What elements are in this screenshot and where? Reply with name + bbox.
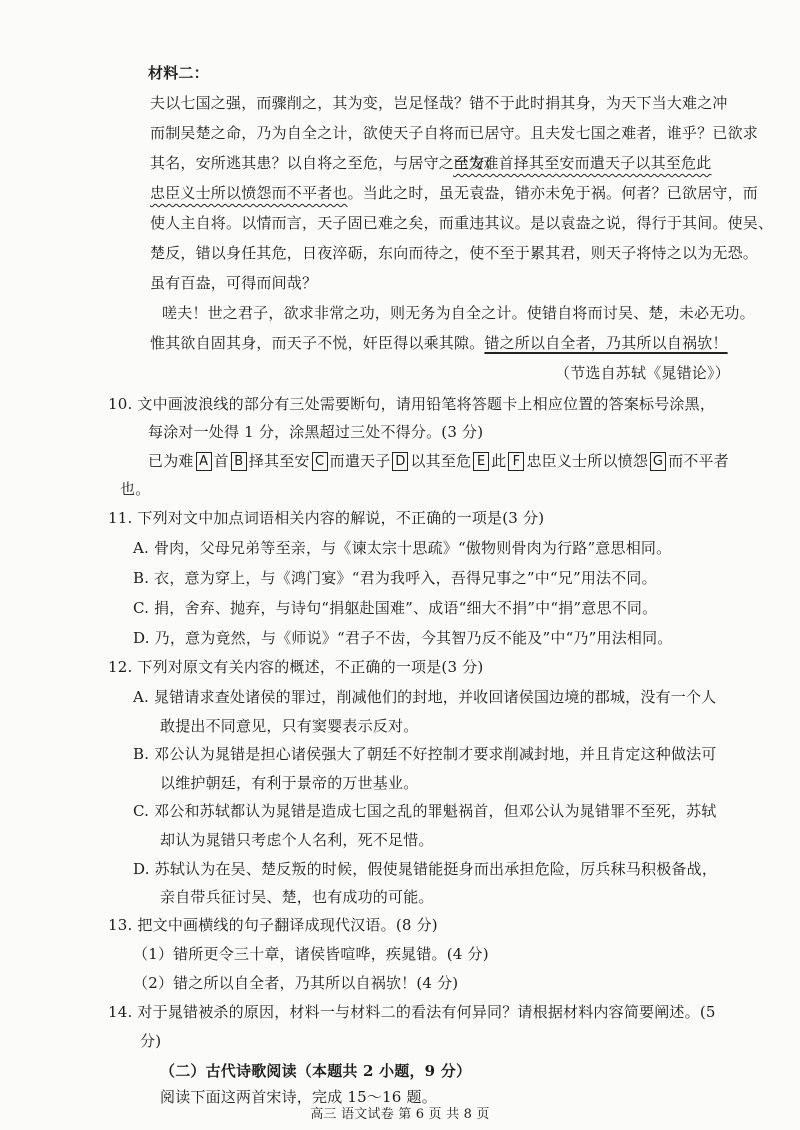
material-line-2: 而制吴楚之命，乃为自全之计，欲使天子自将而已居守。且夫发七国之难者，谁乎？已欲求 [150,124,759,142]
q12-option-c-line-1[interactable]: C. 邓公和苏轼都认为晁错是造成七国之乱的罪魁祸首，但邓公认为晁错罪不至死，苏轼 [133,802,717,820]
q10-seg-1: 首 [213,452,229,470]
q10-punctuation-line [148,450,729,472]
q10-seg-5: 此 [491,452,507,470]
material-source: （节选自苏轼《晁错论》） [555,364,730,382]
wavy-part-1: 已为难首择其至安而遣天子以其至危此 [453,154,712,172]
q14-stem-line-2: 分) [140,1032,162,1050]
section-title: （二）古代诗歌阅读（本题共 2 小题，9 分） [160,1062,472,1080]
q10-seg-0: 已为难 [148,452,194,470]
q12-option-a-line-1[interactable]: A. 晁错请求查处诸侯的罪过，削减他们的封地，并收回诸侯国边境的郡城，没有一个人 [133,688,717,706]
material-heading: 材料二： [148,64,209,82]
q12-stem: 12. 下列对原文有关内容的概述，不正确的一项是(3 分) [108,658,484,676]
q13-stem: 13. 把文中画横线的句子翻译成现代汉语。(8 分) [108,916,438,934]
q13-item-2: （2）错之所以自全者，乃其所以自祸欤！(4 分) [133,974,459,992]
answer-box-a[interactable]: A [196,452,212,471]
wavy-part-2: 忠臣义士所以愤怨而不平者也 [150,184,348,202]
answer-box-d[interactable]: D [392,452,408,471]
section-instruction: 阅读下面这两首宋诗，完成 15～16 题。 [160,1088,437,1106]
q10-seg-6: 忠臣义士所以愤怨 [526,452,649,470]
answer-box-f[interactable]: F [508,452,524,471]
q10-seg-4: 以其至危 [410,452,472,470]
material-line-4 [150,182,758,204]
q12-option-d-line-1[interactable]: D. 苏轼认为在吴、楚反叛的时候，假使晁错能挺身而出承担危险，厉兵秣马积极备战， [133,860,718,878]
material-line-6: 楚反，错以身任其危，日夜淬砺，东向而待之，使不至于累其君，则天子将恃之以为无恐。 [150,244,759,262]
q11-option-c[interactable]: C. 捐，舍弃、抛弃，与诗句“捐躯赴国难”、成语“细大不捐”中“捐”意思不同。 [133,599,658,617]
q10-stem-line-2: 每涂对一处得 1 分，涂黑超过三处不得分。(3 分) [148,423,484,441]
q12-option-d-line-2[interactable]: 亲自带兵征讨吴、楚，也有成功的可能。 [160,888,434,906]
material-line-7: 虽有百盎，可得而间哉？ [150,274,318,292]
page-footer: 高三 语文试卷 第 6 页 共 8 页 [310,1107,490,1122]
underlined-translation-sentence: 错之所以自全者，乃其所以自祸欤！ [484,334,728,352]
wavy-underlined-text-1 [453,152,711,174]
q10-end: 也。 [120,480,151,498]
answer-box-b[interactable]: B [231,452,247,471]
answer-box-g[interactable]: G [650,452,666,471]
q12-option-b-line-2[interactable]: 以维护朝廷，有利于景帝的万世基业。 [160,774,419,792]
q12-option-a-line-2[interactable]: 敢提出不同意见，只有窦婴表示反对。 [160,717,419,735]
q12-option-c-line-2[interactable]: 却认为晁错只考虑个人名利，死不足惜。 [160,831,434,849]
q13-item-1: （1）错所更令三十章，诸侯皆喧哗，疾晁错。(4 分) [133,945,489,963]
answer-box-c[interactable]: C [312,452,328,471]
q10-seg-7: 而不平者 [668,452,729,470]
material-line-5: 使人主自将。以情而言，天子固已难之矣，而重违其议。是以袁盎之说，得行于其间。使吴、 [150,214,774,232]
q14-stem-line-1: 14. 对于晁错被杀的原因，材料一与材料二的看法有何异同？请根据材料内容简要阐述。(5 [108,1003,716,1021]
q11-option-b[interactable]: B. 衣，意为穿上，与《鸿门宴》“君为我呼入，吾得兄事之”中“兄”用法不同。 [133,569,657,587]
material-line-8: 嗟夫！世之君子，欲求非常之功，则无务为自全之计。使错自将而讨吴、楚，未必无功。 [162,304,755,322]
q11-option-d[interactable]: D. 乃，意为竟然，与《师说》“君子不齿，今其智乃反不能及”中“乃”用法相同。 [133,629,673,647]
q10-stem-line-1: 10. 文中画波浪线的部分有三处需要断句，请用铅笔将答题卡上相应位置的答案标号涂黑， [108,395,716,413]
q11-option-a[interactable]: A. 骨肉，父母兄弟等至亲，与《谏太宗十思疏》“傲物则骨肉为行路”意思相同。 [133,539,672,557]
q12-option-b-line-1[interactable]: B. 邓公认为晁错是担心诸侯强大了朝廷不好控制才要求削减封地，并且肯定这种做法可 [133,745,717,763]
q10-seg-3: 而遣天子 [329,452,391,470]
material-line-9 [150,332,728,354]
q10-seg-2: 择其至安 [248,452,310,470]
material-line-3: 其名，安所逃其患？以自将之至危，与居守之至安； [150,154,500,172]
material-line-4-rest: 。当此之时，虽无袁盎，错亦未免于祸。何者？已欲居守，而 [347,184,759,202]
material-line-1: 夫以七国之强，而骤削之，其为变，岂足怪哉？错不于此时捐其身，为天下当大难之冲 [150,94,728,112]
material-line-9-start: 惟其欲自固其身，而天子不悦，奸臣得以乘其隙。 [150,334,485,352]
answer-box-e[interactable]: E [473,452,489,471]
q11-stem: 11. 下列对文中加点词语相关内容的解说，不正确的一项是(3 分) [108,509,545,527]
